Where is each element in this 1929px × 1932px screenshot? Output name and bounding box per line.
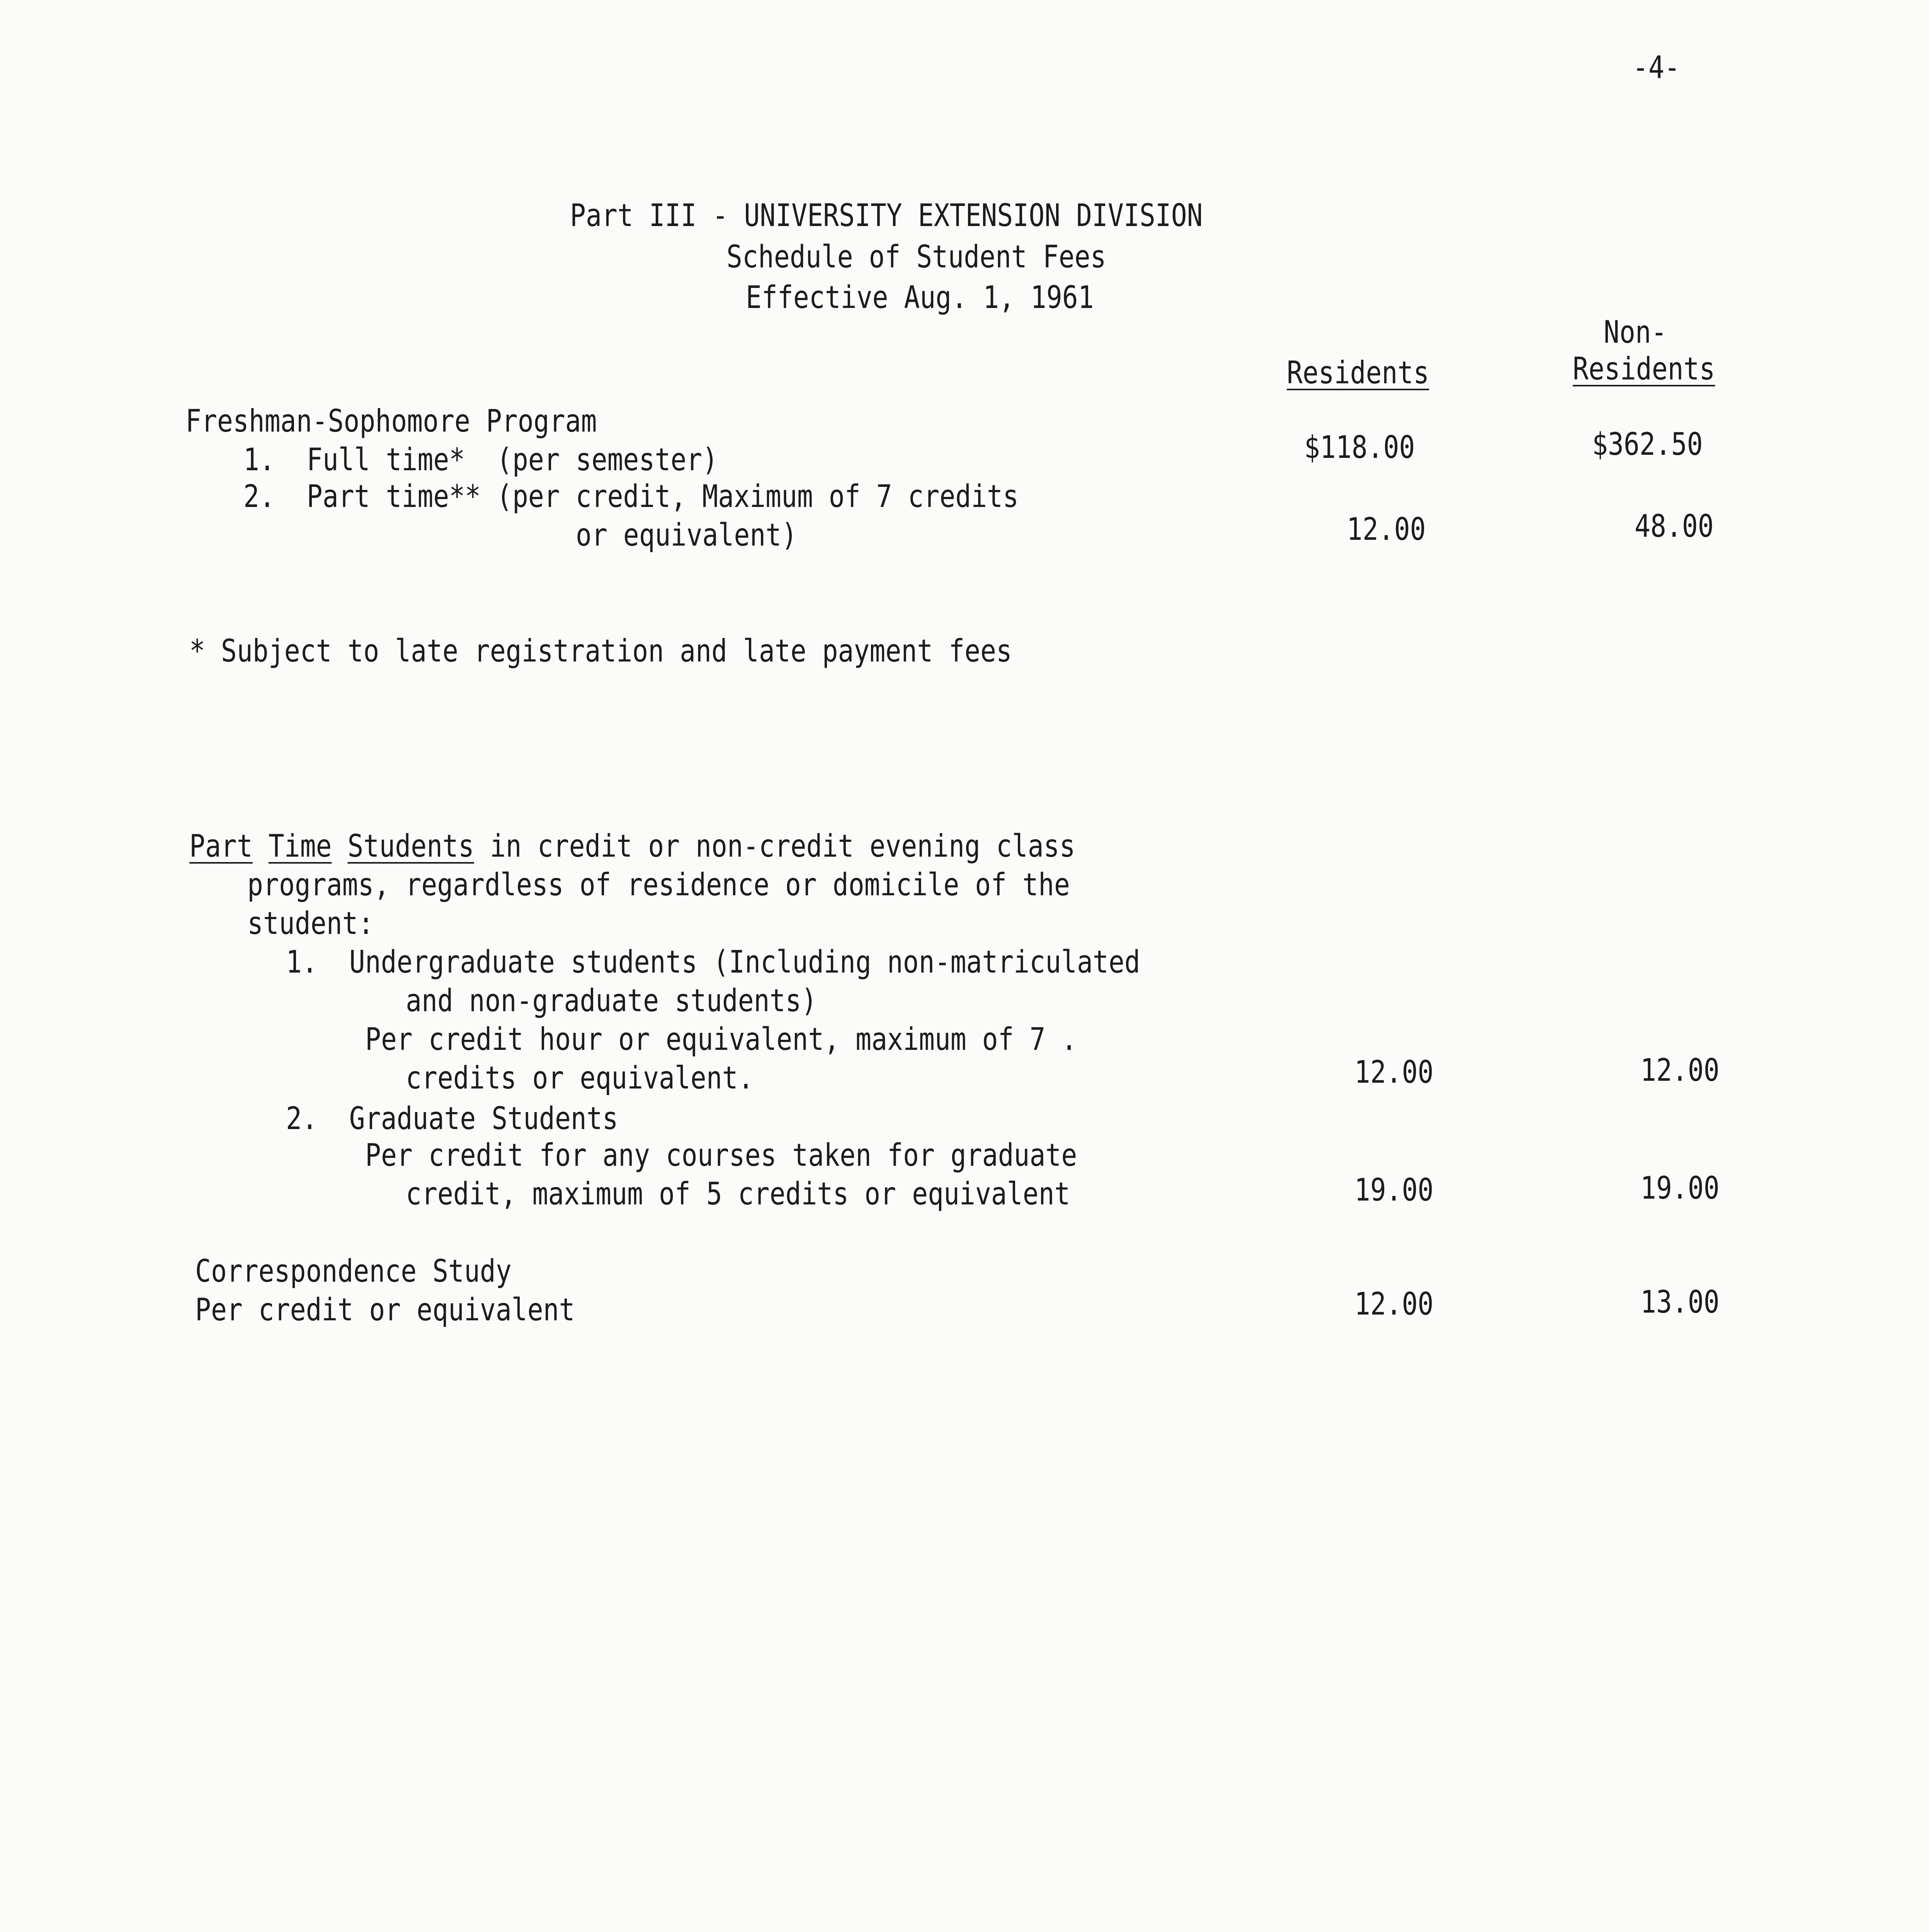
heading-word-students: Students <box>347 828 474 864</box>
part-time-resident-fee: 12.00 <box>1347 511 1426 547</box>
correspondence-nonresident-fee: 13.00 <box>1640 1284 1720 1320</box>
full-time-fee-label: 1. Full time* (per semester) <box>243 442 718 478</box>
column-header-residents: Residents <box>1287 355 1429 391</box>
graduate-resident-fee: 19.00 <box>1354 1172 1434 1208</box>
undergraduate-resident-fee: 12.00 <box>1354 1054 1434 1090</box>
correspondence-resident-fee: 12.00 <box>1354 1286 1434 1322</box>
undergraduate-label-line4: credits or equivalent. <box>406 1060 754 1096</box>
footnote: * Subject to late registration and late payment fees <box>189 633 1012 669</box>
part-time-fee-label: 2. Part time** (per credit, Maximum of 7 credits <box>243 478 1019 514</box>
correspondence-label: Per credit or equivalent <box>195 1292 575 1328</box>
effective-date: Effective Aug. 1, 1961 <box>746 279 1094 315</box>
undergraduate-label-line3: Per credit hour or equivalent, maximum of 7 . <box>365 1021 1077 1057</box>
column-header-nonresidents-line2: Residents <box>1573 351 1715 387</box>
part-time-nonresident-fee: 48.00 <box>1635 508 1714 544</box>
column-header-nonresidents-line1: Non- <box>1604 314 1667 350</box>
graduate-label-line3: credit, maximum of 5 credits or equivalent <box>406 1176 1070 1212</box>
heading-rest: in credit or non-credit evening class <box>490 828 1075 864</box>
graduate-label-line2: Per credit for any courses taken for graduate <box>365 1137 1077 1173</box>
correspondence-heading: Correspondence Study <box>195 1253 512 1289</box>
graduate-nonresident-fee: 19.00 <box>1640 1170 1720 1206</box>
part-time-fee-label-continued: or equivalent) <box>576 517 798 553</box>
part-time-students-line3: student: <box>247 905 374 941</box>
part-time-students-line2: programs, regardless of residence or domicile of the <box>247 867 1070 903</box>
document-title: Part III - UNIVERSITY EXTENSION DIVISION <box>570 197 1203 233</box>
full-time-nonresident-fee: $362.50 <box>1592 426 1703 462</box>
graduate-label: 2. Graduate Students <box>286 1100 618 1136</box>
undergraduate-label-line2: and non-graduate students) <box>406 983 817 1019</box>
full-time-resident-fee: $118.00 <box>1304 429 1415 465</box>
heading-word-part: Part <box>189 828 253 864</box>
heading-word-time: Time <box>268 828 332 864</box>
freshman-sophomore-heading: Freshman-Sophomore Program <box>185 403 597 439</box>
page-number: -4- <box>1633 49 1680 85</box>
part-time-students-heading <box>189 828 1075 864</box>
undergraduate-nonresident-fee: 12.00 <box>1640 1052 1720 1088</box>
undergraduate-label: 1. Undergraduate students (Including non-matriculated <box>286 944 1140 980</box>
document-subtitle: Schedule of Student Fees <box>726 239 1106 275</box>
